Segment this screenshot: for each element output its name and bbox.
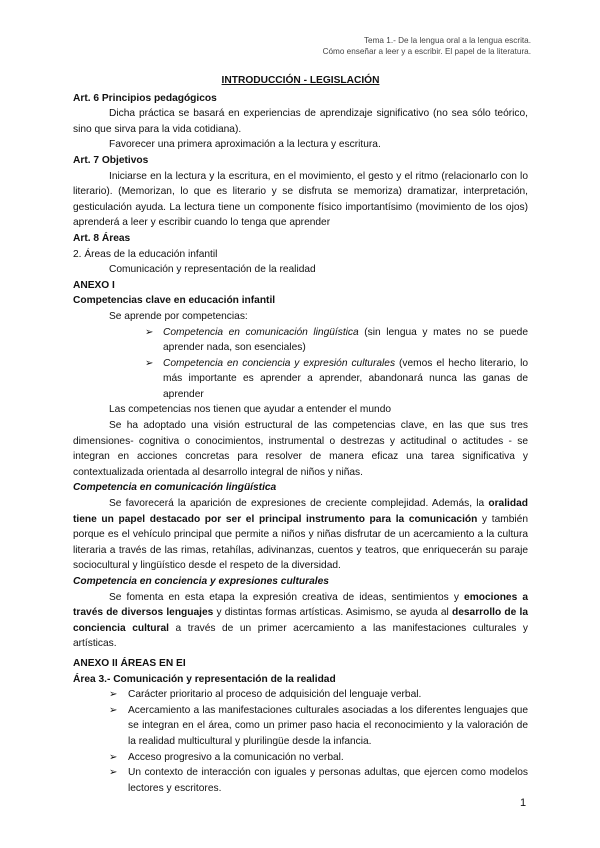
comp1-paragraph xyxy=(73,496,528,574)
art8-heading: Art. 8 Áreas xyxy=(73,232,131,244)
comp1-text-a: Se favorecerá la aparición de expresiones de creciente complejidad. Además, la xyxy=(109,498,489,510)
art6-heading: Art. 6 Principios pedagógicos xyxy=(73,92,217,104)
comp2-text-c: y distintas formas artísticas. Asimismo, se ayuda al xyxy=(213,607,452,619)
list-item-text: Acceso progresivo a la comunicación no verbal. xyxy=(128,751,344,763)
header-line-2: Cómo enseñar a leer y a escribir. El papel de la literatura. xyxy=(322,46,531,56)
arrow-bullet-icon: ➢ xyxy=(109,689,118,701)
comp1-text-c: y también porque es el vehículo principal que permite a niños y niñas disfrutar de un acercamiento a la cultura literaria a través de las rimas, retahílas, adivinanzas, cuentos y teatros, que enriquecerán su paraje sociocultural y lingüístico desde el respeto de la diversidad. xyxy=(73,513,529,572)
arrow-bullet-icon: ➢ xyxy=(145,357,154,369)
page-title: INTRODUCCIÓN - LEGISLACIÓN xyxy=(221,75,380,86)
art7-heading: Art. 7 Objetivos xyxy=(73,154,149,166)
comp2-heading: Competencia en conciencia y expresiones culturales xyxy=(73,576,329,587)
art8-line-2: Comunicación y representación de la realidad xyxy=(109,264,316,276)
list-item-text: (vemos el hecho literario, lo más importante es aprender a aprender, abandonará nunca las ganas de aprender xyxy=(163,357,529,400)
list-item-text: Carácter prioritario al proceso de adquisición del lenguaje verbal. xyxy=(128,689,422,701)
comp1-heading: Competencia en comunicación lingüística xyxy=(73,482,277,494)
list-item-text: Acercamiento a las manifestaciones culturales asociadas a los diferentes lenguajes que se integran en el área, como un primer paso hacia el reconocimiento y la valoración de la realidad multicultural y plurilingüe desde la infancia. xyxy=(128,704,528,747)
header-line-1: Tema 1.- De la lengua oral a la lengua escrita. xyxy=(363,36,531,45)
anexo1-vision: Se ha adoptado una visión estructural de las competencias clave, en las que sus tres dimensiones- cognitiva o conocimientos, instrumental o destrezas y actitudinal o actitudes - se integran en acciones concretas para resolver de manera eficaz una tarea significativa y contextualizada orientada al desarrollo integral de niños y niñas. xyxy=(73,420,528,478)
arrow-bullet-icon: ➢ xyxy=(109,704,118,716)
anexo1-intro: Se aprende por competencias: xyxy=(109,310,248,322)
list-item xyxy=(73,750,528,766)
page-number: 1 xyxy=(520,797,527,809)
list-item xyxy=(73,356,528,403)
comp2-text-a: Se fomenta en esta etapa la expresión creativa de ideas, sentimientos y xyxy=(109,591,465,603)
list-item xyxy=(73,765,528,796)
anexo1-ayudar: Las competencias nos tienen que ayudar a entender el mundo xyxy=(109,404,392,416)
comp2-paragraph xyxy=(73,590,528,652)
art8-line-1: 2. Áreas de la educación infantil xyxy=(73,248,218,260)
list-item xyxy=(73,325,528,356)
list-item-text: (sin lengua y mates no se puede aprender nada, son esenciales) xyxy=(163,326,528,354)
list-item-italic: Competencia en conciencia y expresión culturales xyxy=(163,357,396,369)
comp1-text-bold: oralidad tiene un papel destacado por ser el principal instrumento para la comunicación xyxy=(73,498,528,525)
anexo2-subheading: Área 3.- Comunicación y representación de la realidad xyxy=(73,673,336,685)
arrow-bullet-icon: ➢ xyxy=(109,751,118,763)
list-item-italic: Competencia en comunicación lingüística xyxy=(163,326,359,338)
art7-paragraph: Iniciarse en la lectura y la escritura, en el movimiento, el gesto y el ritmo (relacionarlo con lo literario). (Memorizan, lo que es literario y se disfruta se memoriza) dramatizar, interpretación, gesticulación ayuda. La lectura tiene un componente físico importantísimo (movimiento de los ojos) aprenderá a leer y escribir cuando lo tenga que aprender xyxy=(73,170,528,229)
comp2-text-e: a través de un primer acercamiento a las manifestaciones culturales y artísticas. xyxy=(73,622,528,650)
area3-list xyxy=(73,687,528,796)
competencias-list xyxy=(73,325,528,403)
comp2-text-bold-1: emociones a través de diversos lenguajes xyxy=(73,591,529,619)
running-header xyxy=(73,36,531,57)
list-item xyxy=(73,687,528,703)
anexo1-heading: ANEXO I xyxy=(73,279,115,291)
arrow-bullet-icon: ➢ xyxy=(109,767,118,779)
list-item xyxy=(73,703,528,750)
anexo1-subheading: Competencias clave en educación infantil xyxy=(73,295,276,307)
art6-paragraph-1: Dicha práctica se basará en experiencias de aprendizaje significativo (no sea sólo teórico, sino que sirva para la vida cotidiana). xyxy=(73,108,528,135)
comp2-text-bold-2: desarrollo de la conciencia cultural xyxy=(73,607,528,634)
list-item-text: Un contexto de interacción con iguales y personas adultas, que ejercen como modelos lectores y escritores. xyxy=(128,767,528,794)
anexo2-heading: ANEXO II ÁREAS EN EI xyxy=(73,657,186,669)
arrow-bullet-icon: ➢ xyxy=(145,326,154,338)
art6-paragraph-2: Favorecer una primera aproximación a la lectura y escritura. xyxy=(109,139,381,151)
